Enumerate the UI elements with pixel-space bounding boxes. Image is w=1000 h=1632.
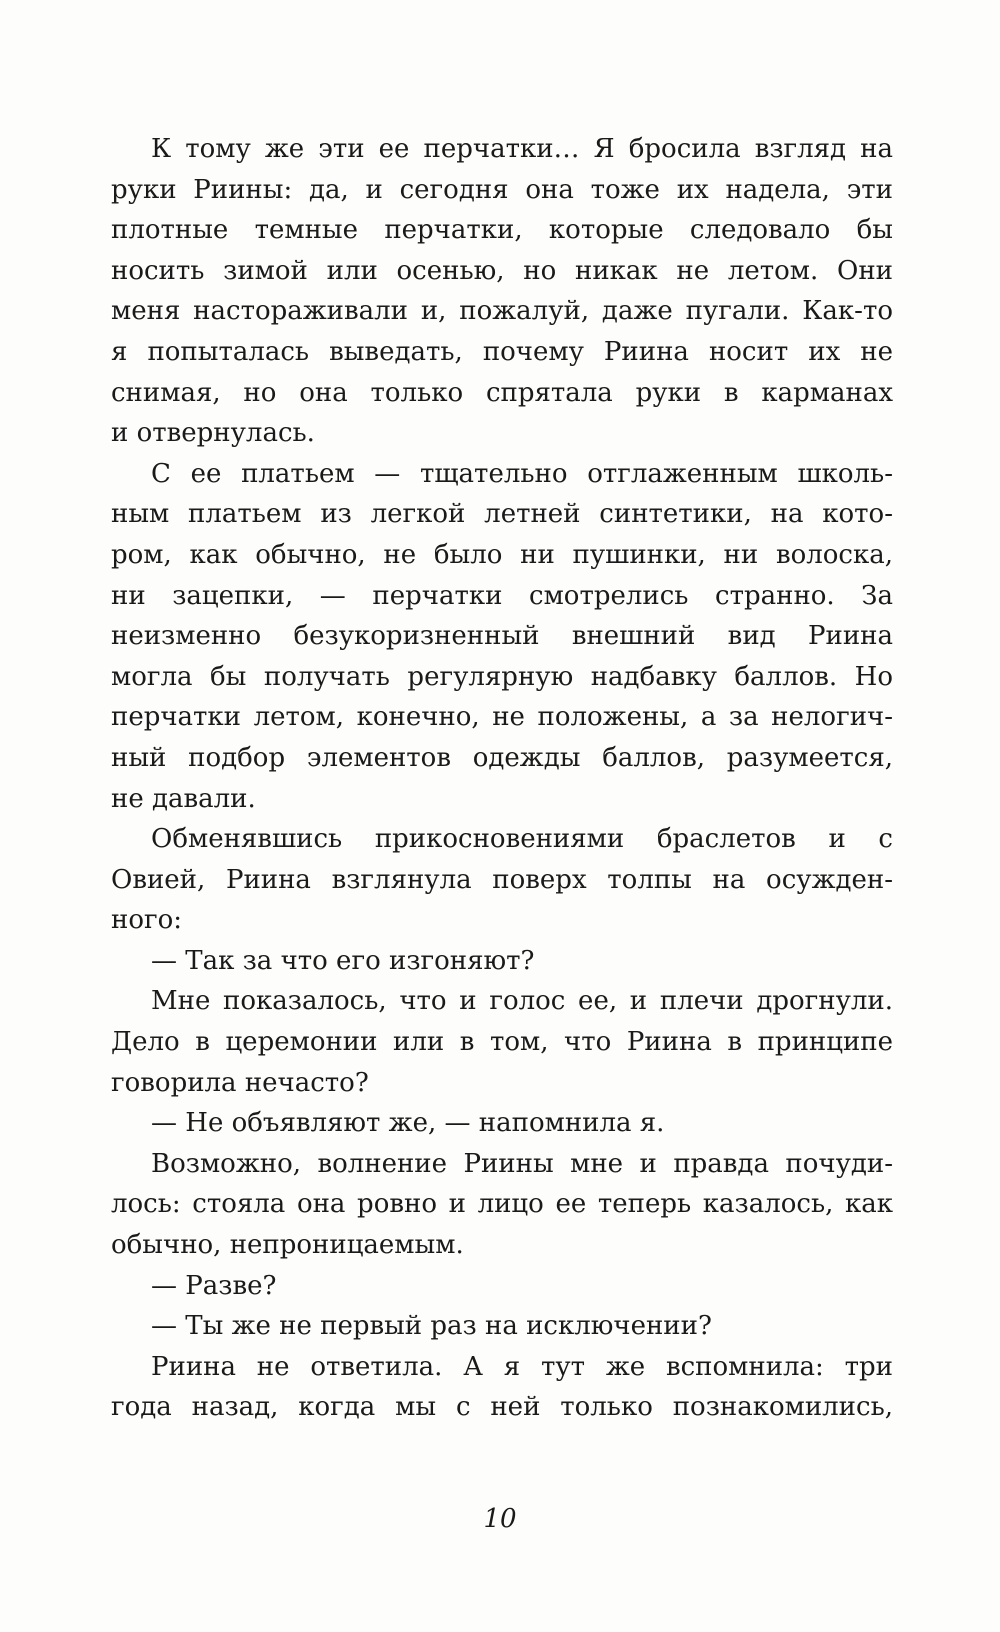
- text-line: К тому же эти ее перчатки… Я бросила взгляд на: [151, 134, 893, 164]
- text-line: лось: стояла она ровно и лицо ее теперь казалось, как: [111, 1189, 893, 1220]
- text-line: не давали.: [111, 783, 256, 814]
- text-line: — Ты же не первый раз на исключении?: [151, 1311, 712, 1342]
- text-line: Овией, Риина взглянула поверх толпы на осужден-: [111, 864, 893, 895]
- text-line: Возможно, волнение Риины мне и правда почуди-: [151, 1148, 893, 1179]
- text-line: говорила нечасто?: [111, 1067, 369, 1098]
- text-line: обычно, непроницаемым.: [111, 1230, 464, 1261]
- text-line: — Так за что его изгоняют?: [151, 945, 535, 976]
- text-line: ного:: [111, 905, 183, 936]
- text-line: С ее платьем — тщательно отглаженным школь-: [151, 458, 893, 489]
- text-line: Дело в церемонии или в том, что Риина в принципе: [111, 1027, 893, 1058]
- text-line: ром, как обычно, не было ни пушинки, ни волоска,: [111, 539, 893, 570]
- text-line: носить зимой или осенью, но никак не летом. Они: [111, 255, 893, 286]
- page-number: 10: [483, 1504, 517, 1534]
- text-line: — Разве?: [151, 1270, 277, 1301]
- text-line: я попыталась выведать, почему Риина носит их не: [111, 336, 893, 367]
- text-line: ни зацепки, — перчатки смотрелись странно. За: [111, 580, 893, 611]
- text-line: неизменно безукоризненный внешний вид Риина: [111, 621, 893, 652]
- text-line: перчатки летом, конечно, не положены, а за нелогич-: [111, 702, 893, 733]
- body-text: [111, 129, 893, 1428]
- text-line: плотные темные перчатки, которые следовало бы: [111, 215, 893, 246]
- text-line: Мне показалось, что и голос ее, и плечи дрогнули.: [151, 986, 893, 1017]
- text-line: — Не объявляют же, — напомнила я.: [151, 1108, 665, 1139]
- text-line: Риина не ответила. А я тут же вспомнила: три: [151, 1351, 893, 1382]
- text-line: руки Риины: да, и сегодня она тоже их надела, эти: [111, 174, 893, 205]
- text-line: ный подбор элементов одежды баллов, разумеется,: [111, 742, 893, 773]
- text-line: снимая, но она только спрятала руки в карманах: [111, 377, 893, 408]
- text-line: года назад, когда мы с ней только познакомились,: [111, 1392, 893, 1423]
- text-line: могла бы получать регулярную надбавку баллов. Но: [111, 661, 893, 692]
- text-line: меня настораживали и, пожалуй, даже пугали. Как-то: [111, 296, 893, 327]
- text-line: Обменявшись прикосновениями браслетов и с: [151, 824, 893, 855]
- text-line: ным платьем из легкой летней синтетики, на кото-: [111, 499, 893, 530]
- text-line: и отвернулась.: [111, 418, 315, 449]
